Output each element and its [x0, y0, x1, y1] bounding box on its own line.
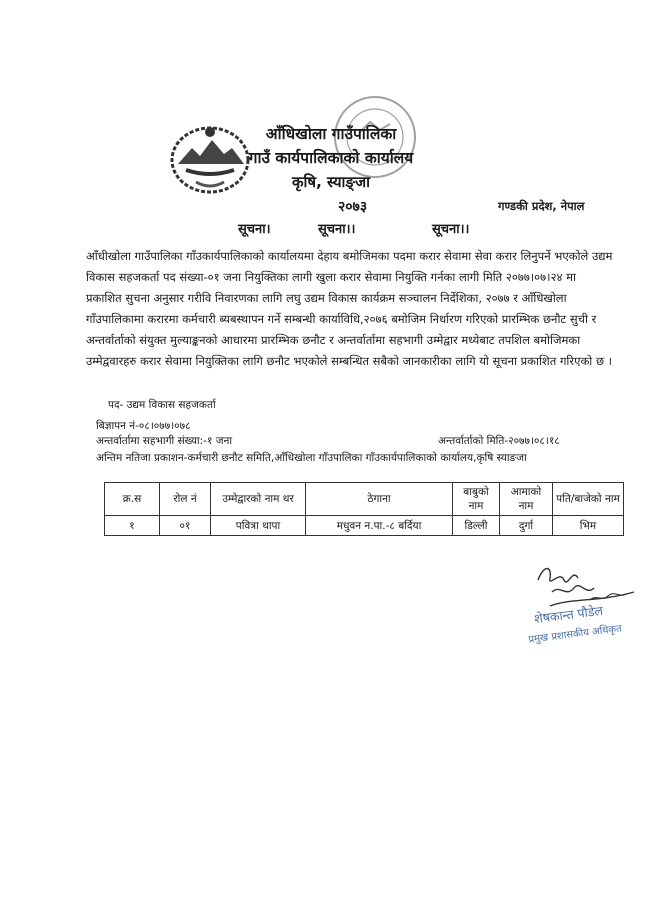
- cell-father: डिल्ली: [453, 516, 500, 536]
- established-year: २०७३: [338, 199, 368, 215]
- notice-heading-3: सूचना।।: [432, 222, 470, 237]
- table-row: [105, 516, 624, 536]
- interview-participants: अन्तर्वार्तामा सहभागी संख्या:-१ जना: [96, 435, 233, 447]
- col-father: बाबुको नाम: [453, 483, 500, 516]
- municipality-name: आँधिखोला गाउँपालिका: [265, 125, 397, 143]
- col-name: उम्मेद्वारको नाम थर: [211, 483, 306, 516]
- col-mother: आमाको नाम: [500, 483, 553, 516]
- signatory-name: शेषकान्त पौडेल: [533, 602, 604, 627]
- table-header-row: [105, 483, 624, 516]
- notice-heading-2: सूचना।।: [318, 222, 356, 237]
- notice-heading-1: सूचना।: [238, 222, 271, 237]
- notice-body: आँधीखोला गाउँपालिका गाँउकार्यपालिकाको कार्यालयमा देहाय बमोजिमका पदमा करार सेवामा सेवा करार लिनुपर्ने भएकोले उद्यम विकास सहजकर्ता पद संख्या-०१ जना नियुक्तिका लागी खुला करार सेवामा नियुक्ति गर्नका लागी मिति २०७७।०७।२४ मा प्रकाशित सुचना अनुसार गरीवि निवारणका लागि लघु उद्यम विकास कार्यक्रम सञ्चालन निर्देशिका, २०७७ र आँधिखोला गाँउपालिकामा करारमा कर्मचारी ब्यबस्थापन गर्ने सम्बन्धी कार्याविधि,२०७६ बमोजिम निर्धारण गरिएको प्रारम्भिक छनौट सुची र अन्तर्वार्ताको संयुक्त मुल्याङ्कनको आधारमा प्रारम्भिक छनौट र अन्तर्वार्तामा सहभागी उम्मेद्वार मध्येबाट तपशिल बमोजिमका उम्मेद्ववारहरु करार सेवामा नियुक्तिका लागि छनौट भएकोले सम्बन्धित सबैको जानकारीका लागि यो सूचना प्रकाशित गरिएको छ ।: [86, 249, 613, 368]
- post-line: पद- उद्यम विकास सहजकर्ता: [108, 399, 216, 411]
- interview-date: अन्तर्वार्ताको मिति-२०७७।०८।१८: [438, 435, 560, 447]
- office-name: गाउँ कार्यपालिकाको कार्यालय: [248, 149, 414, 167]
- col-spouse: पति/बाजेको नाम: [553, 483, 624, 516]
- cell-sn: १: [105, 516, 160, 536]
- office-location: कृषि, स्याङ्जा: [292, 173, 370, 191]
- cell-mother: दुर्गा: [500, 516, 553, 536]
- col-roll: रोल नं: [160, 483, 211, 516]
- cell-name: पवित्रा थापा: [211, 516, 306, 536]
- col-address: ठेगाना: [306, 483, 453, 516]
- result-table: [104, 482, 624, 536]
- province-text: गण्डकी प्रदेश, नेपाल: [498, 199, 585, 213]
- col-sn: क्र.स: [105, 483, 160, 516]
- advertisement-number: बिज्ञापन नं-०८।०७७।०७८: [96, 420, 191, 432]
- signatory-title: प्रमुख प्रशासकीय अधिकृत: [527, 623, 623, 646]
- final-result-line: अन्तिम नतिजा प्रकाशन-कर्मचारी छनौट समिति,आँधिखोला गाँउपालिका गाँउकार्यपालिकाको कार्यालय,कृषि स्याङजा: [96, 452, 527, 464]
- cell-address: मधुवन न.पा.-८ बर्दिया: [306, 516, 453, 536]
- cell-spouse: भिम: [553, 516, 624, 536]
- cell-roll: ०१: [160, 516, 211, 536]
